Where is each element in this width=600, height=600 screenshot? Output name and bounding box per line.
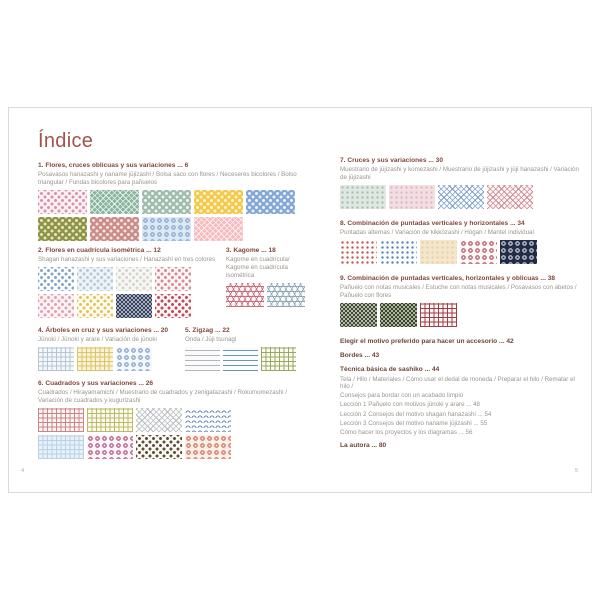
pattern-swatch-diag [438,185,484,209]
pattern-swatch-grid [77,347,113,371]
pattern-swatch-dots2 [90,217,139,241]
section-subtitle: Cuadrados / Hirayamamichi / Muestrario de cuadrados y zenigatazashi / Rokumomezashi / Variación de cuadrados y kugurizashi [38,388,287,404]
section-subtitle: Puntadas alternas / Variación de kikkōzashi / Hōgan / Mantel individual [340,228,534,236]
swatch-row [185,347,303,371]
pattern-swatch-dots2 [38,217,87,241]
row-sections-2-3 [38,247,314,321]
pattern-swatch-group [340,240,580,264]
page-title: Índice [38,130,94,152]
section-title: 2. Flores en cuadrícula isométrica ... 12 [38,247,161,255]
pattern-swatch-grid [87,408,133,432]
section-subtitle: Shagan hanazashi y sus variaciones / Hanazashi en tres colores [38,255,216,263]
swatch-row [38,408,314,432]
pattern-swatch-grid [38,408,84,432]
row-sections-4-5 [38,327,314,374]
pattern-swatch-group [38,190,314,241]
swatch-row [38,217,314,241]
section-8-puntadas-vert-horiz [340,220,580,264]
pattern-swatch-dots [389,185,435,209]
section-subtitle: Posavasos hanazashi y naname jūjizashi / Bolsa saco con flores / Neceseres bicolores / Bolso triangular / Fundas bicolores para pañuelos [38,170,297,186]
pattern-swatch-dots [420,240,457,264]
pattern-swatch-diag [90,190,139,214]
section-4-arboles-en-cruz [38,327,185,374]
pattern-swatch-grid [38,347,74,371]
swatch-row [226,283,310,307]
toc-body-line: Tela / Hilo / Materiales / Cómo usar el dedal de moneda / Preparar el hilo / Rematar el hilo / [340,375,575,391]
section-5-zigzag [185,327,303,374]
pattern-swatch-dots2 [142,190,191,214]
pattern-swatch-rings [460,240,497,264]
toc-accessory-line: Elegir el motivo preferido para hacer un accesorio ... 42 [340,338,514,346]
right-column [340,157,580,450]
toc-author-line: La autora ... 80 [340,442,387,450]
pattern-swatch-dots [340,185,386,209]
book-index-page [8,107,592,493]
pattern-swatch-dots [340,240,377,264]
toc-body-line: Lección 3 Consejos del motivo naname jūjizashi ... 55 [340,419,488,427]
pattern-swatch-hlines [223,347,258,371]
pattern-swatch-diag [487,185,533,209]
section-title: 1. Flores, cruces oblicuas y sus variaciones ... 6 [38,162,189,169]
pattern-swatch-dots2 [38,190,87,214]
left-column [38,162,314,462]
toc-body-line: Lección 2 Consejos del motivo shagan hanazashi ... 54 [340,410,492,418]
swatch-row [38,347,185,371]
section-1-flores-cruces-oblicuas [38,162,314,241]
pattern-swatch-rings [500,240,537,264]
pattern-swatch-dots2 [77,267,113,291]
section-subtitle: Kagome en cuadrícula/ Kagome en cuadrícula isométrica [226,255,290,280]
pattern-swatch-grid [38,435,84,459]
pattern-swatch-dots2 [246,190,295,214]
page-number-left: 4 [21,468,25,474]
pattern-swatch-diag [136,408,182,432]
swatch-row [38,190,314,214]
toc-technique-line: Técnica básica de sashiko ... 44 [340,365,440,373]
swatch-row [340,185,580,209]
section-title: 9. Combinación de puntadas verticales, horizontales y oblicuas ... 38 [340,275,556,282]
pattern-swatch-dots2 [116,267,152,291]
pattern-swatch-dots [380,240,417,264]
page-number-right: 5 [574,468,578,474]
pattern-swatch-grid [420,303,457,327]
swatch-row [38,435,314,459]
swatch-row [340,240,580,264]
pattern-swatch-group [38,347,185,371]
pattern-swatch-kagome [226,283,264,307]
pattern-swatch-dots2 [77,294,113,318]
swatch-row [38,294,226,318]
swatch-row [38,267,226,291]
section-title: 6. Cuadrados y sus variaciones ... 26 [38,379,154,387]
pattern-swatch-rings [87,435,133,459]
pattern-swatch-dots2 [194,190,243,214]
pattern-swatch-rings [116,347,152,371]
pattern-swatch-waves [185,408,231,432]
section-title: 8. Combinación de puntadas verticales y horizontales ... 34 [340,220,525,228]
section-7-cruces [340,157,580,209]
pattern-swatch-hlines [185,347,220,371]
pattern-swatch-group [38,267,226,318]
pattern-swatch-group [340,303,580,327]
section-subtitle: Jūnoki / Jūnoki y arare / Variación de jūnoki [38,335,157,343]
pattern-swatch-dots2 [155,294,191,318]
section-3-kagome [226,247,310,321]
pattern-swatch-dots2 [136,435,182,459]
pattern-swatch-rings [142,217,191,241]
section-subtitle: Muestrario de jūjizashi y komezashi / Muestrario de jūjizashi y jūji hanazashi / Variación de jūjizashi [340,165,579,181]
section-6-cuadrados [38,380,314,459]
section-title: 3. Kagome ... 18 [226,247,276,255]
swatch-row [340,303,580,327]
pattern-swatch-speckle [380,303,417,327]
pattern-swatch-kagome [267,283,305,307]
toc-body-line: Lección 1 Pañuelo con motivos jūnoki y arare ... 48 [340,401,480,409]
pattern-swatch-group [38,408,314,459]
section-subtitle: Onda / Jūji tsunagi [185,335,237,343]
toc-body-line: Cómo hacer los proyectos y los diagramas ... 56 [340,428,473,436]
section-title: 4. Árboles en cruz y sus variaciones ... 20 [38,327,169,334]
section-title: 7. Cruces y sus variaciones ... 30 [340,157,443,164]
toc-body-line: Consejos para bordar con un acabado limpio [340,392,464,400]
pattern-swatch-rings [185,435,231,459]
pattern-swatch-grid [261,347,296,371]
pattern-swatch-speckle [340,303,377,327]
toc-borders-line: Bordes ... 43 [340,351,380,359]
pattern-swatch-group [226,283,310,307]
pattern-swatch-dots2 [155,267,191,291]
pattern-swatch-group [340,185,580,209]
pattern-swatch-diag [194,217,243,241]
pattern-swatch-dots2 [38,294,74,318]
section-subtitle: Pañuelo con notas musicales / Estuche con notas musicales / Posavasos con abetos / Pañuelo con flores [340,283,577,299]
pattern-swatch-group [185,347,303,371]
section-9-puntadas-oblicuas [340,275,580,327]
toc-text-block [340,338,580,450]
pattern-swatch-speckle [116,294,152,318]
section-2-flores-cuadricula [38,247,226,321]
pattern-swatch-dots2 [38,267,74,291]
section-title: 5. Zigzag ... 22 [185,327,230,334]
